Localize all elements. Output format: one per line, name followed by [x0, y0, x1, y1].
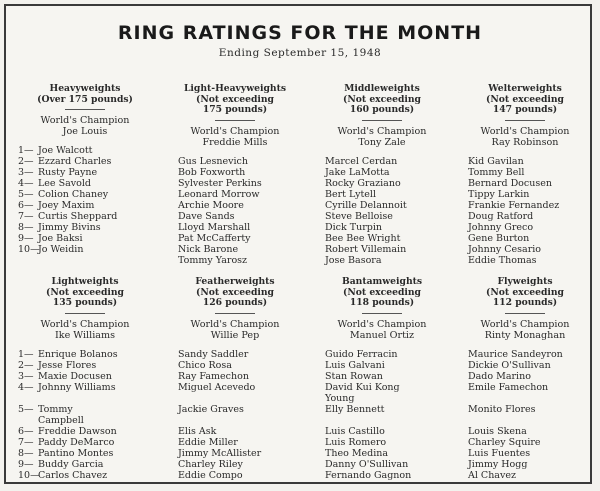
contender-name: Al Chavez	[468, 469, 516, 481]
division-name: Heavyweights	[49, 83, 121, 94]
contender-list	[168, 349, 302, 481]
rank-number: 5—	[18, 403, 34, 415]
contender-name: Frankie Fernandez	[468, 199, 560, 211]
rank-number: 4—	[18, 381, 34, 393]
contender-name: Sandy Saddler	[178, 348, 249, 360]
contender-name: Fernando Gagnon	[325, 469, 412, 481]
list-item	[18, 470, 152, 481]
list-item	[315, 200, 449, 211]
list-item	[458, 393, 592, 404]
contender-name: Dado Marino	[468, 370, 531, 382]
contender-name: Archie Moore	[178, 199, 244, 211]
contender-name: Curtis Sheppard	[38, 211, 118, 222]
division-column	[168, 84, 302, 266]
rank-number: 5—	[18, 189, 34, 200]
rank-number: 2—	[18, 359, 34, 371]
list-item	[18, 360, 152, 371]
list-item	[315, 211, 449, 222]
champion-name: Ike Williams	[54, 329, 116, 341]
list-item	[168, 459, 302, 470]
contender-name: Sylvester Perkins	[178, 177, 262, 189]
contender-name: Tippy Larkin	[468, 188, 530, 200]
division-name: Featherweights	[195, 276, 275, 287]
list-item	[458, 360, 592, 371]
list-item	[168, 233, 302, 244]
list-item	[18, 178, 152, 189]
page-title: RING RATINGS FOR THE MONTH	[117, 22, 483, 44]
division-name: Welterweights	[488, 83, 562, 94]
list-item	[18, 349, 152, 360]
contender-list	[18, 145, 152, 255]
list-item	[458, 233, 592, 244]
contender-name: Gene Burton	[468, 232, 530, 244]
champion-label: World's Champion	[480, 318, 570, 330]
list-item	[315, 233, 449, 244]
contender-name: Bernard Docusen	[468, 177, 552, 189]
list-item	[315, 255, 449, 266]
contender-name: Tommy Bell	[468, 166, 525, 178]
list-item	[458, 437, 592, 448]
list-item	[315, 189, 449, 200]
divider	[362, 313, 402, 314]
weight-limit-2: 112 pounds)	[492, 297, 558, 308]
contender-name: Luis Fuentes	[468, 447, 531, 459]
contender-name: Miguel Acevedo	[178, 381, 256, 393]
divider	[215, 120, 255, 121]
contender-name: Ray Famechon	[178, 370, 249, 382]
list-item	[168, 426, 302, 437]
list-item	[168, 255, 302, 266]
contender-name: Tommy Yarosz	[178, 254, 248, 266]
contender-name: Leonard Morrow	[178, 188, 260, 200]
contender-name: Guido Ferracin	[325, 348, 398, 360]
rank-number: 7—	[18, 211, 34, 222]
list-item	[168, 244, 302, 255]
list-item	[18, 167, 152, 178]
contender-name: Jimmy McAllister	[178, 447, 262, 459]
contender-name: Jesse Flores	[38, 359, 97, 371]
contender-name: Luis Castillo	[325, 425, 385, 437]
list-item	[168, 470, 302, 481]
list-item	[315, 244, 449, 255]
weight-limit-2: 147 pounds)	[492, 104, 558, 115]
list-item	[458, 426, 592, 437]
contender-name: Theo Medina	[325, 447, 389, 459]
contender-name: Rocky Graziano	[325, 177, 401, 189]
contender-list	[18, 349, 152, 481]
contender-name: Campbell	[38, 414, 84, 426]
division-name: Lightweights	[51, 276, 119, 287]
contender-name: Kid Gavilan	[468, 155, 524, 167]
rank-number: 8—	[18, 447, 34, 459]
division-column	[315, 84, 449, 266]
rank-number: 1—	[18, 145, 34, 156]
list-item	[168, 448, 302, 459]
list-item	[18, 244, 152, 255]
list-item	[458, 200, 592, 211]
list-item	[315, 349, 449, 360]
weight-limit-2: 118 pounds)	[349, 297, 415, 308]
division-name: Light-Heavyweights	[183, 83, 287, 94]
contender-name: Eddie Thomas	[468, 254, 537, 266]
weight-limit: (Not exceeding	[343, 93, 421, 105]
list-item	[315, 415, 449, 426]
champion-label: World's Champion	[190, 318, 280, 330]
contender-name: Lee Savold	[38, 178, 91, 189]
list-item	[18, 200, 152, 211]
list-item	[168, 371, 302, 382]
list-item	[168, 156, 302, 167]
weight-limit: (Not exceeding	[343, 286, 421, 298]
division-column	[458, 84, 592, 266]
contender-name: Paddy DeMarco	[38, 436, 115, 448]
contender-name: Pat McCafferty	[178, 232, 251, 244]
contender-list	[458, 349, 592, 481]
contender-name: Tommy	[38, 403, 73, 415]
divider	[505, 120, 545, 121]
list-item	[168, 382, 302, 393]
list-item	[18, 189, 152, 200]
rank-number: 10—	[18, 469, 40, 481]
list-item	[168, 167, 302, 178]
list-item	[18, 437, 152, 448]
rank-number: 6—	[18, 200, 34, 211]
contender-name: Marcel Cerdan	[325, 155, 398, 167]
contender-name: Luis Galvani	[325, 359, 385, 371]
contender-name: Bee Bee Wright	[325, 232, 401, 244]
champion-label: World's Champion	[337, 125, 427, 137]
division-column	[18, 277, 152, 481]
contender-name: Joe Walcott	[38, 145, 93, 156]
list-item	[18, 448, 152, 459]
contender-name: Cyrille Delannoit	[325, 199, 407, 211]
division-name: Bantamweights	[341, 276, 423, 287]
list-item	[168, 222, 302, 233]
contender-name: Lloyd Marshall	[178, 221, 251, 233]
contender-name: Rusty Payne	[38, 167, 98, 178]
rank-number: 6—	[18, 425, 34, 437]
list-item	[18, 222, 152, 233]
champion-label: World's Champion	[480, 125, 570, 137]
list-item	[315, 178, 449, 189]
champion-name: Freddie Mills	[202, 136, 268, 148]
weight-limit-2: 160 pounds)	[349, 104, 415, 115]
list-item	[315, 382, 449, 393]
contender-list	[315, 349, 449, 481]
rank-number: 8—	[18, 222, 34, 233]
list-item	[315, 393, 449, 404]
contender-name: Chico Rosa	[178, 359, 232, 371]
list-item	[18, 233, 152, 244]
rank-number: 3—	[18, 167, 34, 178]
list-item	[315, 156, 449, 167]
list-item	[458, 349, 592, 360]
list-item	[18, 415, 152, 426]
contender-name: Johnny Greco	[468, 221, 534, 233]
contender-name: Charley Riley	[178, 458, 243, 470]
list-item	[458, 470, 592, 481]
list-item	[18, 426, 152, 437]
contender-name: Steve Belloise	[325, 210, 393, 222]
list-item	[168, 415, 302, 426]
divider	[215, 313, 255, 314]
list-item	[458, 167, 592, 178]
list-item	[315, 448, 449, 459]
champion-label: World's Champion	[190, 125, 280, 137]
contender-name: Jo Weidin	[38, 244, 84, 255]
contender-name: Colion Chaney	[38, 189, 109, 200]
list-item	[315, 437, 449, 448]
list-item	[315, 371, 449, 382]
list-item	[315, 222, 449, 233]
contender-name: Buddy Garcia	[38, 458, 104, 470]
contender-name: Emile Famechon	[468, 381, 549, 393]
contender-name: Elly Bennett	[325, 403, 385, 415]
contender-name: Johnny Cesario	[468, 243, 541, 255]
contender-name: Jimmy Bivins	[38, 222, 101, 233]
list-item	[458, 211, 592, 222]
list-item	[18, 371, 152, 382]
list-item	[168, 404, 302, 415]
list-item	[168, 200, 302, 211]
weight-limit-2: 126 pounds)	[202, 297, 268, 308]
contender-name: Johnny Williams	[38, 381, 116, 393]
list-item	[168, 189, 302, 200]
contender-name: Jose Basora	[325, 254, 382, 266]
list-item	[458, 415, 592, 426]
divider	[65, 109, 105, 110]
champion-name: Ray Robinson	[491, 136, 559, 148]
champion-label: World's Champion	[40, 318, 130, 330]
contender-name: Carlos Chavez	[38, 469, 108, 481]
rank-number: 3—	[18, 370, 34, 382]
contender-list	[168, 156, 302, 266]
contender-name: Bob Foxworth	[178, 166, 246, 178]
contender-name: Bert Lytell	[325, 188, 377, 200]
contender-list	[315, 156, 449, 266]
weight-limit: (Not exceeding	[486, 286, 564, 298]
rank-number: 9—	[18, 458, 34, 470]
rank-number: 1—	[18, 348, 34, 360]
contender-name: Eddie Compo	[178, 469, 243, 481]
list-item	[18, 459, 152, 470]
contender-name: Dick Turpin	[325, 221, 382, 233]
list-item	[168, 360, 302, 371]
rank-number: 2—	[18, 156, 34, 167]
contender-name: Maxie Docusen	[38, 370, 112, 382]
weight-limit: (Not exceeding	[196, 286, 274, 298]
list-item	[458, 156, 592, 167]
contender-name: Jackie Graves	[178, 403, 244, 415]
list-item	[18, 145, 152, 156]
contender-name: Elis Ask	[178, 425, 217, 437]
contender-name: Pantino Montes	[38, 447, 114, 459]
list-item	[18, 393, 152, 404]
rank-number: 9—	[18, 233, 34, 244]
divider	[362, 120, 402, 121]
contender-name: Jimmy Hogg	[468, 458, 528, 470]
contender-name: Maurice Sandeyron	[468, 348, 563, 360]
list-item	[168, 393, 302, 404]
list-item	[458, 189, 592, 200]
contender-name: Gus Lesnevich	[178, 155, 248, 167]
contender-name: Doug Ratford	[468, 210, 534, 222]
division-column	[18, 84, 152, 255]
contender-name: Stan Rowan	[325, 370, 383, 382]
rank-number: 10—	[18, 244, 40, 255]
division-column	[168, 277, 302, 481]
weight-limit: (Over 175 pounds)	[37, 93, 133, 105]
contender-name: Joe Baksi	[38, 233, 83, 244]
list-item	[458, 459, 592, 470]
list-item	[315, 360, 449, 371]
list-item	[18, 404, 152, 415]
list-item	[458, 255, 592, 266]
weight-limit: (Not exceeding	[486, 93, 564, 105]
list-item	[458, 382, 592, 393]
champion-label: World's Champion	[40, 115, 130, 126]
list-item	[458, 371, 592, 382]
champion-name: Rinty Monaghan	[484, 329, 566, 341]
contender-name: Louis Skena	[468, 425, 527, 437]
contender-name: Luis Romero	[325, 436, 387, 448]
champion-name: Joe Louis	[62, 126, 108, 137]
list-item	[458, 178, 592, 189]
contender-name: Enrique Bolanos	[38, 348, 118, 360]
list-item	[458, 404, 592, 415]
weight-limit: (Not exceeding	[46, 286, 124, 298]
contender-name: Charley Squire	[468, 436, 541, 448]
rank-number: 4—	[18, 178, 34, 189]
division-column	[458, 277, 592, 481]
contender-name: Jake LaMotta	[325, 166, 390, 178]
list-item	[168, 211, 302, 222]
list-item	[168, 349, 302, 360]
contender-name: Joey Maxim	[38, 200, 95, 211]
list-item	[315, 404, 449, 415]
list-item	[168, 178, 302, 189]
contender-name: Eddie Miller	[178, 436, 238, 448]
champion-name: Tony Zale	[358, 136, 406, 148]
division-name: Flyweights	[497, 276, 553, 287]
weight-limit-2: 135 pounds)	[52, 297, 118, 308]
division-name: Middleweights	[344, 83, 420, 94]
page-subtitle: Ending September 15, 1948	[218, 47, 382, 59]
list-item	[458, 222, 592, 233]
champion-name: Manuel Ortiz	[349, 329, 415, 341]
contender-name: Dickie O'Sullivan	[468, 359, 551, 371]
list-item	[315, 459, 449, 470]
contender-name: Dave Sands	[178, 210, 235, 222]
list-item	[458, 244, 592, 255]
division-column	[315, 277, 449, 481]
divider	[505, 313, 545, 314]
rank-number: 7—	[18, 436, 34, 448]
list-item	[458, 448, 592, 459]
list-item	[315, 426, 449, 437]
list-item	[315, 470, 449, 481]
divider	[65, 313, 105, 314]
contender-name: Danny O'Sullivan	[325, 458, 409, 470]
contender-name: David Kui Kong	[325, 381, 400, 393]
list-item	[18, 156, 152, 167]
contender-name: Young	[325, 392, 355, 404]
contender-name: Freddie Dawson	[38, 425, 117, 437]
list-item	[315, 167, 449, 178]
contender-name: Robert Villemain	[325, 243, 407, 255]
champion-name: Willie Pep	[210, 329, 260, 341]
list-item	[18, 382, 152, 393]
weight-limit-2: 175 pounds)	[202, 104, 268, 115]
weight-limit: (Not exceeding	[196, 93, 274, 105]
champion-label: World's Champion	[337, 318, 427, 330]
list-item	[168, 437, 302, 448]
contender-name: Monito Flores	[468, 403, 536, 415]
contender-name: Nick Barone	[178, 243, 239, 255]
contender-list	[458, 156, 592, 266]
list-item	[18, 211, 152, 222]
contender-name: Ezzard Charles	[38, 156, 112, 167]
